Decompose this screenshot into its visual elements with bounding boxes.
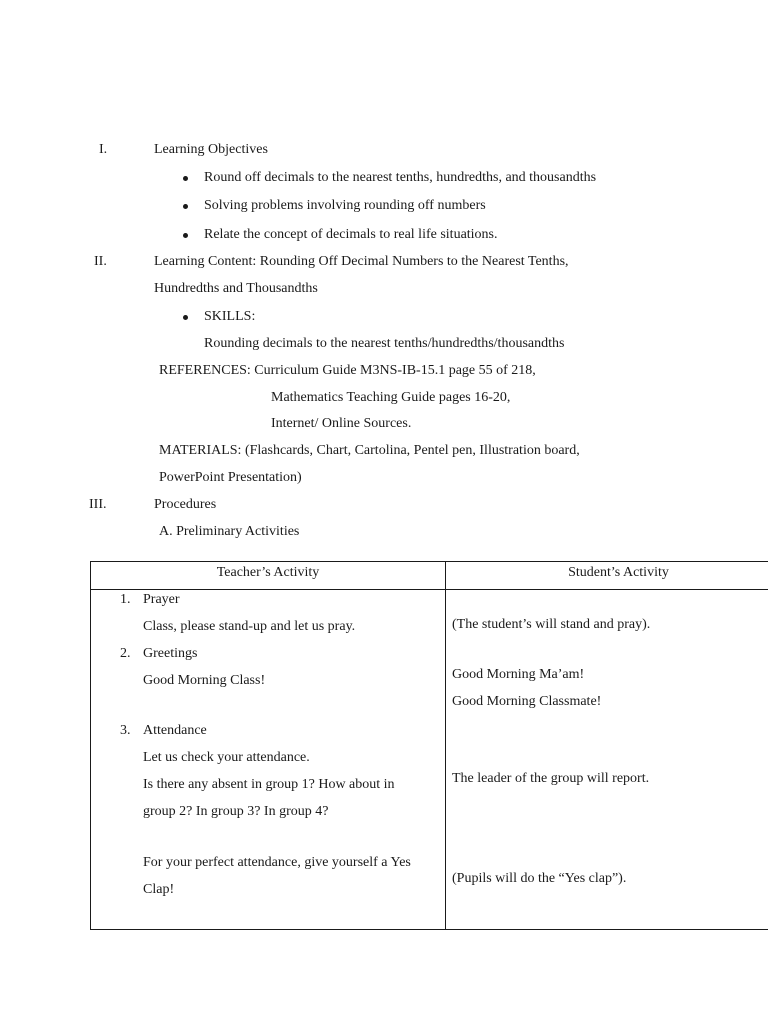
table-column-divider: [445, 562, 446, 929]
preliminary-activities-heading: A. Preliminary Activities: [159, 524, 300, 539]
prayer-title: Prayer: [143, 592, 180, 607]
references-line: REFERENCES: Curriculum Guide M3NS-IB-15.1 page 55 of 218,: [159, 363, 536, 378]
teacher-activity-header: Teacher’s Activity: [216, 565, 320, 580]
attendance-text: Is there any absent in group 1? How about in: [143, 777, 395, 792]
section-1-title: Learning Objectives: [154, 142, 268, 157]
greetings-text: Good Morning Class!: [143, 673, 266, 688]
materials-line: MATERIALS: (Flashcards, Chart, Cartolina, Pentel pen, Illustration board,: [159, 443, 580, 458]
section-2-numeral: II.: [94, 254, 107, 269]
table-header-divider: [91, 589, 768, 590]
student-response: (The student’s will stand and pray).: [452, 617, 651, 632]
greetings-title: Greetings: [143, 646, 198, 661]
student-response: (Pupils will do the “Yes clap”).: [452, 871, 627, 886]
section-1-numeral: I.: [99, 142, 108, 157]
objective-item: Solving problems involving rounding off numbers: [204, 198, 486, 213]
attendance-text: Let us check your attendance.: [143, 750, 310, 765]
item-number: 1.: [120, 592, 131, 607]
materials-line: PowerPoint Presentation): [159, 470, 302, 485]
section-3-title: Procedures: [154, 497, 217, 512]
student-response: Good Morning Ma’am!: [452, 667, 585, 682]
activity-table: [90, 561, 768, 930]
yes-clap-text: Clap!: [143, 882, 175, 897]
skills-text: Rounding decimals to the nearest tenths/hundredths/thousandths: [204, 336, 565, 351]
prayer-text: Class, please stand-up and let us pray.: [143, 619, 356, 634]
references-line: Mathematics Teaching Guide pages 16-20,: [271, 390, 511, 405]
yes-clap-text: For your perfect attendance, give yourself a Yes: [143, 855, 411, 870]
item-number: 3.: [120, 723, 131, 738]
student-response: The leader of the group will report.: [452, 771, 650, 786]
section-2-title-continued: Hundredths and Thousandths: [154, 281, 318, 296]
section-3-numeral: III.: [89, 497, 107, 512]
attendance-text: group 2? In group 3? In group 4?: [143, 804, 329, 819]
student-response: Good Morning Classmate!: [452, 694, 602, 709]
student-activity-header: Student’s Activity: [568, 565, 669, 580]
references-line: Internet/ Online Sources.: [271, 416, 412, 431]
objective-item: Round off decimals to the nearest tenths, hundredths, and thousandths: [204, 170, 597, 185]
objective-item: Relate the concept of decimals to real life situations.: [204, 227, 498, 242]
item-number: 2.: [120, 646, 131, 661]
attendance-title: Attendance: [143, 723, 207, 738]
skills-label: SKILLS:: [204, 309, 256, 324]
section-2-title: Learning Content: Rounding Off Decimal Numbers to the Nearest Tenths,: [154, 254, 569, 269]
